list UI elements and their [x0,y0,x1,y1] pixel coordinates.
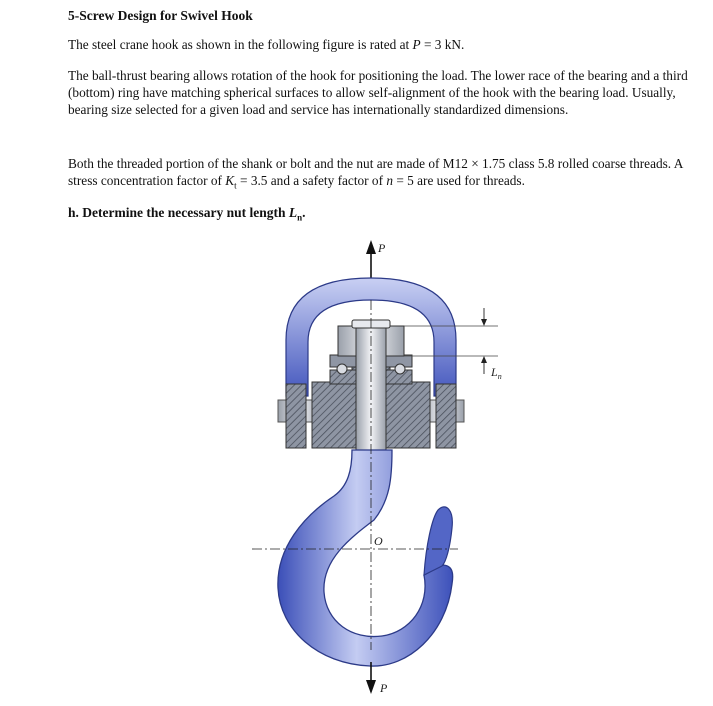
bearing-ball-right [395,364,405,374]
p1-var: P [412,37,421,52]
p3-kt-sub: t [234,180,237,191]
paragraph-bearing: The ball-thrust bearing allows rotation of the hook for positioning the load. The lower race of the bearing and a third (bottom) ring have matching spherical surfaces to allow self-alignment of the hook with the bearing load. Usually, bearing size selected for a given load and service has internationally standardized dimensions. [68,68,688,118]
p3-n: n [386,173,393,189]
p1-text-b: = 3 kN. [420,37,465,52]
ln-arrowhead-up [481,356,487,363]
question-sub: n [297,212,303,223]
label-ln-main: L [491,365,498,379]
label-ln [490,365,502,381]
p3-text-b: = 3.5 and a safety factor of [236,173,387,189]
hook-tip [424,507,452,575]
label-p-bottom: P [380,681,388,695]
bearing-ball-left [337,364,347,374]
p1-text-a: The steel crane hook as shown in the following figure is rated at [68,37,413,52]
p3-kt: K [225,173,235,189]
question-prefix: h. Determine the necessary nut length [68,205,289,220]
question-var: L [288,205,298,220]
p3-text-c: = 5 are used for threads. [393,173,525,189]
load-arrowhead-bottom [366,680,376,694]
label-p-top: P [378,241,386,255]
load-arrowhead-top [366,240,376,254]
p3-text-a: Both the threaded portion of the shank or bolt and the nut are made of M12 × 1.75 class 5.8 rolled coarse threads. A stress concentration factor of [68,156,683,189]
question-suffix: . [302,205,306,220]
section-title: 5-Screw Design for Swivel Hook [68,8,253,23]
label-ln-sub: n [497,372,502,381]
right-side-plate [436,384,456,448]
label-o: O [374,534,383,548]
left-side-plate [286,384,306,448]
ln-arrowhead-down [481,319,487,326]
